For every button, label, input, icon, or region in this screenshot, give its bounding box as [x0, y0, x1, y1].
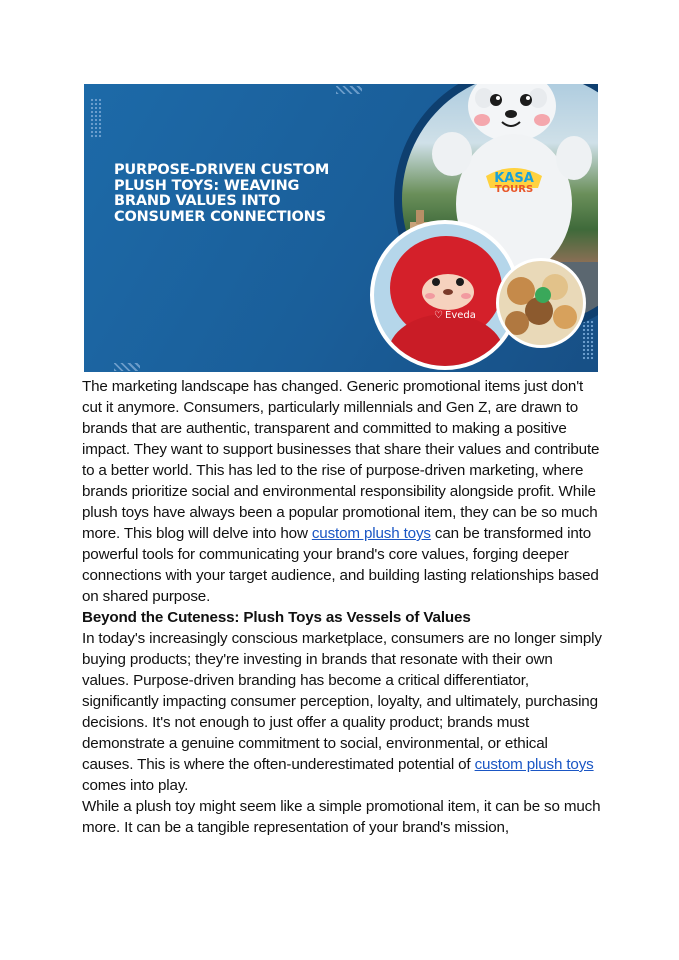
mascot-brand-top: KASA	[494, 171, 534, 186]
red-plush-brand: Eveda	[445, 310, 476, 321]
mascot-brand-bottom: TOURS	[494, 184, 534, 195]
hero-banner	[84, 84, 598, 372]
dot-pattern	[582, 320, 594, 360]
paragraph-mission: While a plush toy might seem like a simple promotional item, it can be so much more. It can be a tangible representation of your brand's mission,	[82, 798, 601, 836]
stripe-pattern	[114, 363, 140, 371]
dot-pattern	[90, 98, 102, 138]
section-heading: Beyond the Cuteness: Plush Toys as Vessels of Values	[82, 609, 471, 626]
stripe-pattern	[336, 86, 362, 94]
paragraph-text: In today's increasingly conscious marketplace, consumers are no longer simply buying products; they're investing in brands that resonate with their own values. Purpose-driven branding has become a critical differentiator, significantly impacting consumer perception, loyalty, and ultimately, purchasing decisions. It's not enough to just offer a quality product; brands must demonstrate a genuine commitment to social, environmental, or ethical causes. This is where the often-underestimated potential of	[82, 630, 602, 773]
paragraph-text: comes into play.	[82, 777, 189, 794]
teddy-bears-photo	[496, 258, 586, 348]
article-body	[82, 376, 602, 838]
paragraph-text: can be transformed into powerful tools for communicating your brand's core values, forging deeper connections with your target audience, and building lasting relationships based on shared purpose.	[82, 525, 599, 605]
custom-plush-toys-link[interactable]: custom plush toys	[311, 525, 431, 542]
paragraph-text: The marketing landscape has changed. Generic promotional items just don't cut it anymore. Consumers, particularly millennials and Gen Z, are drawn to brands that are authentic, transparent and committed to making a positive impact. They want to support businesses that share their values and contribute to a better world. This has led to the rise of purpose-driven marketing, where brands prioritize social and environmental responsibility alongside profit. While plush toys have always been a popular promotional item, they can be so much more. This blog will delve into how	[82, 378, 600, 542]
paragraph-values	[82, 628, 602, 796]
teddy-bears-group-icon	[499, 261, 583, 345]
heart-icon: ♡	[434, 310, 443, 321]
custom-plush-toys-link[interactable]: custom plush toys	[474, 756, 594, 773]
red-plush-mascot-icon	[374, 224, 516, 366]
banner-title: PURPOSE-DRIVEN CUSTOM PLUSH TOYS: WEAVING BRAND VALUES INTO CONSUMER CONNECTIONS	[114, 162, 330, 225]
paragraph-intro	[82, 376, 602, 607]
